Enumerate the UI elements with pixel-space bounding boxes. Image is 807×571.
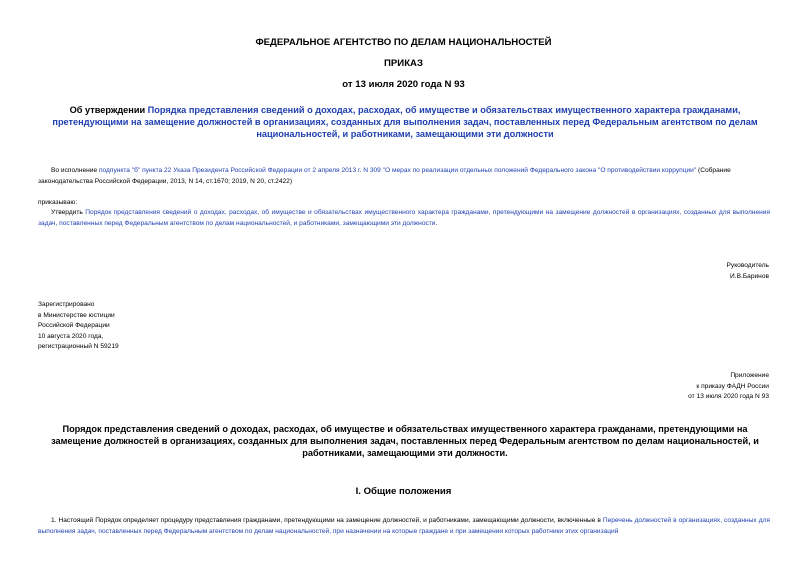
procedure-title: Порядок представления сведений о доходах, расходах, об имуществе и обязательствах имущественного характера гражданами, претендующими на замещение должностей в организациях, созданных для выполнения задач, поставленных перед Федеральным агентством по делам национальностей, и работниками, замещающими эти должности. [51, 424, 759, 458]
positions-list-link[interactable]: Перечень должностей в организациях, созданных для выполнения задач, поставленных перед Федеральным агентством по делам национальностей, при назначении на которые граждане и при замещении которых работники этих организаций [38, 517, 770, 535]
approve-suffix: . [435, 219, 438, 227]
section-heading: I. Общие положения [355, 486, 452, 497]
title-procedure-link[interactable]: Порядка представления сведений о доходах, расходах, об имуществе и обязательствах имущественного характера гражданами, претендующими на замещение должностей в организациях, созданных для выполнения задач, поставленных перед Федеральным агентством по делам национальностей, и работниками, замещающими эти должности [52, 105, 758, 139]
agency-name: ФЕДЕРАЛЬНОЕ АГЕНТСТВО ПО ДЕЛАМ НАЦИОНАЛЬНОСТЕЙ [255, 37, 552, 48]
signature-position: Руководитель [726, 262, 769, 269]
appendix-line: Приложение [730, 372, 769, 379]
registration-line: регистрационный N 59219 [38, 343, 119, 350]
document-title [50, 104, 760, 140]
decree-link[interactable]: подпункта "б" пункта 22 Указа Президента Российской Федерации от 2 апреля 2013 г. N 309 "О мерах по реализации отдельных положений Федерального закона "О противодействии коррупции" [98, 167, 697, 174]
appendix-line: к приказу ФАДН России [696, 382, 769, 390]
paragraph1-text: 1. Настоящий Порядок определяет процедуру представления гражданами, претендующими на замещение должностей, и работниками, замещающими должности, включенные в [51, 517, 603, 524]
preamble-paragraph [38, 166, 770, 187]
procedure-link[interactable]: Порядок представления сведений о доходах, расходах, об имуществе и обязательствах имущественного характера гражданами, претендующими на замещение должностей в организациях, созданных для выполнения задач, поставленных перед Федеральным агентством по делам национальностей, и работниками, замещающими эти должности [38, 209, 771, 227]
order-word: приказываю: [38, 199, 78, 206]
registration-line: в Министерстве юстиции [38, 311, 115, 319]
document-date: от 13 июля 2020 года N 93 [342, 79, 465, 90]
registration-block [38, 300, 119, 353]
section1-paragraph1 [38, 516, 770, 537]
title-prefix: Об утверждении [69, 105, 148, 115]
approve-paragraph [38, 208, 770, 229]
preamble-prefix: Во исполнение [51, 167, 99, 174]
registration-line: Зарегистрировано [38, 301, 95, 308]
signature-name: И.В.Баринов [730, 272, 769, 280]
signature-block [727, 261, 769, 282]
appendix-block [688, 371, 769, 403]
preamble-suffix: (Собрание законодательства Российской Федерации, 2013, N 14, ст.1670; 2019, N 20, ст.2422) [38, 167, 731, 185]
registration-line: Российской Федерации [38, 322, 110, 329]
document-type: ПРИКАЗ [384, 58, 423, 69]
appendix-line: от 13 июля 2020 года N 93 [688, 393, 769, 400]
approve-prefix: Утвердить [51, 209, 86, 216]
registration-line: 10 августа 2020 года, [38, 332, 104, 340]
